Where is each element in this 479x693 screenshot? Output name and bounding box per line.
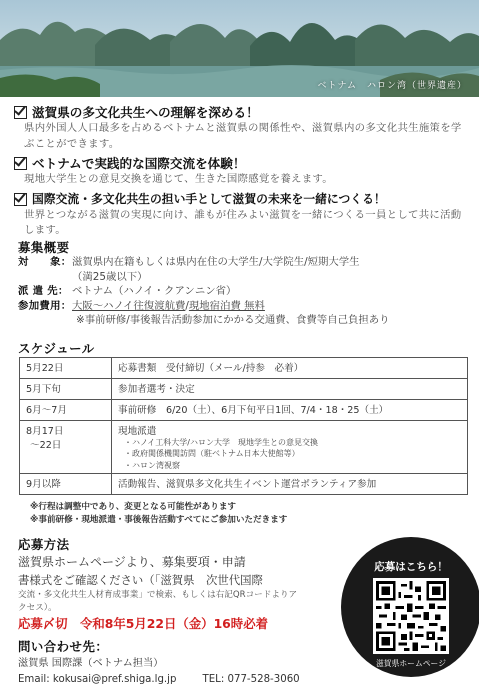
schedule-sub-item: ・ハロン湾視察 — [124, 460, 180, 470]
benefit-item — [14, 191, 472, 239]
benefit-body: 現地大学生との意見交換を通じて、生きた国際感覚を養えます。 — [24, 173, 333, 185]
apply-small-text: 交流・多文化共生人材育成事業」で検索、もしくは右記QRコードよりアクセス）。 — [18, 590, 298, 613]
qr-code[interactable] — [373, 578, 449, 654]
overview-section: 対 象： 滋賀県内在籍もしくは県内在住の大学生/大学院生/短期大学生 （満25歳以下） 派 遣 先： ベトナム（ハノイ・クアンニン省） 参加費用： 大阪～ハノイ往復渡航費/現地宿泊費 無料 ※事前研修/事後報告活動参加にかかる交通費、食費等自己負担あり — [18, 256, 390, 327]
schedule-content: 活動報告、滋賀県多文化共生イベント運営ボランティア参加 — [112, 474, 468, 495]
benefit-body: 世界とつながる滋賀の実現に向け、誰もが住みよい滋賀を一緒につくる一員として共に活動します。 — [24, 208, 462, 236]
target-value: 滋賀県内在籍もしくは県内在住の大学生/大学院生/短期大学生 — [72, 256, 360, 268]
contact-title: 問い合わせ先： — [18, 639, 109, 654]
schedule-date: 9月以降 — [20, 474, 112, 495]
table-row — [20, 474, 468, 495]
hero-caption: ベトナム ハロン湾（世界遺産） — [317, 81, 467, 91]
apply-text-line: 滋賀県ホームページより、募集要項・申請 — [18, 555, 246, 569]
fee-label: 参加費用： — [18, 299, 72, 312]
schedule-notes — [30, 501, 287, 527]
schedule-sub-item: ・ハノイ工科大学/ハロン大学 現地学生との意見交換 — [124, 438, 318, 447]
schedule-date: 5月下旬 — [20, 379, 112, 400]
contact-tel: TEL: 077-528-3060 — [202, 674, 300, 685]
fee-value-airfare: 大阪～ハノイ往復渡航費 — [72, 299, 186, 312]
qr-code-icon — [376, 581, 446, 651]
fee-value-lodging: 現地宿泊費 無料 — [188, 299, 265, 312]
schedule-date: 6月～7月 — [20, 400, 112, 421]
schedule-title: スケジュール — [18, 341, 95, 356]
deadline: 応募〆切 令和8年5月22日（金）16時必着 — [18, 616, 268, 631]
schedule-sub-item: ・政府関係機関訪問（駐ベトナム日本大使館等） — [124, 449, 300, 459]
benefit-title: 国際交流・多文化共生の担い手として滋賀の未来を一緒につくる！ — [32, 191, 386, 206]
benefit-body: 県内外国人人口最多を占めるベトナムと滋賀県の関係性や、滋賀県内の多文化共生施策を学ぶことができます。 — [24, 122, 462, 150]
contact-email[interactable]: Email: kokusai@pref.shiga.lg.jp — [18, 674, 177, 685]
table-row — [20, 400, 468, 421]
apply-title: 応募方法 — [18, 537, 70, 552]
checkbox-icon — [14, 193, 27, 206]
schedule-date: 5月22日 — [20, 358, 112, 379]
destination-label: 派 遣 先： — [18, 285, 69, 298]
benefit-item — [14, 104, 472, 152]
target-note: （満25歳以下） — [72, 270, 148, 283]
benefits-list — [14, 104, 472, 242]
fee-note: ※事前研修/事後報告活動参加にかかる交通費、食費等自己負担あり — [76, 314, 390, 327]
benefit-title: ベトナムで実践的な国際交流を体験！ — [32, 156, 246, 171]
hero-photo — [0, 0, 479, 97]
checkbox-icon — [14, 106, 27, 119]
schedule-content: 事前研修 6/20（土）、6月下旬平日1回、7/4・18・25（土） — [112, 400, 468, 421]
table-row — [20, 421, 468, 474]
schedule-note: ※行程は調整中であり、変更となる可能性があります — [30, 502, 237, 512]
destination-value: ベトナム（ハノイ・クアンニン省） — [72, 285, 237, 298]
qr-callout — [341, 537, 479, 677]
contact-section — [18, 656, 300, 688]
benefit-title: 滋賀県の多文化共生への理解を深める！ — [32, 105, 259, 120]
table-row — [20, 358, 468, 379]
qr-footer: 滋賀県ホームページ — [375, 659, 446, 668]
schedule-content: 応募書類 受付締切（メール/持参 必着） — [112, 358, 468, 379]
schedule-content: 参加者選考・決定 — [112, 379, 468, 400]
schedule-date-end: ～22日 — [30, 440, 62, 451]
benefit-item — [14, 155, 472, 188]
schedule-note: ※事前研修・現地派遣・事後報告活動すべてにご参加いただきます — [30, 515, 288, 525]
target-label: 対 象： — [18, 256, 72, 268]
contact-org: 滋賀県 国際課（ベトナム担当） — [18, 658, 164, 669]
overview-title: 募集概要 — [18, 240, 70, 255]
table-row — [20, 379, 468, 400]
apply-body — [18, 553, 303, 589]
schedule-content: 現地派遣 — [118, 426, 157, 437]
schedule-date: 8月17日 — [26, 426, 64, 437]
schedule-table — [19, 357, 468, 495]
checkbox-icon — [14, 157, 27, 170]
qr-title: 応募はこちら！ — [374, 561, 448, 573]
apply-text-line: 書様式をご確認ください（「滋賀県 次世代国際 — [18, 573, 263, 587]
